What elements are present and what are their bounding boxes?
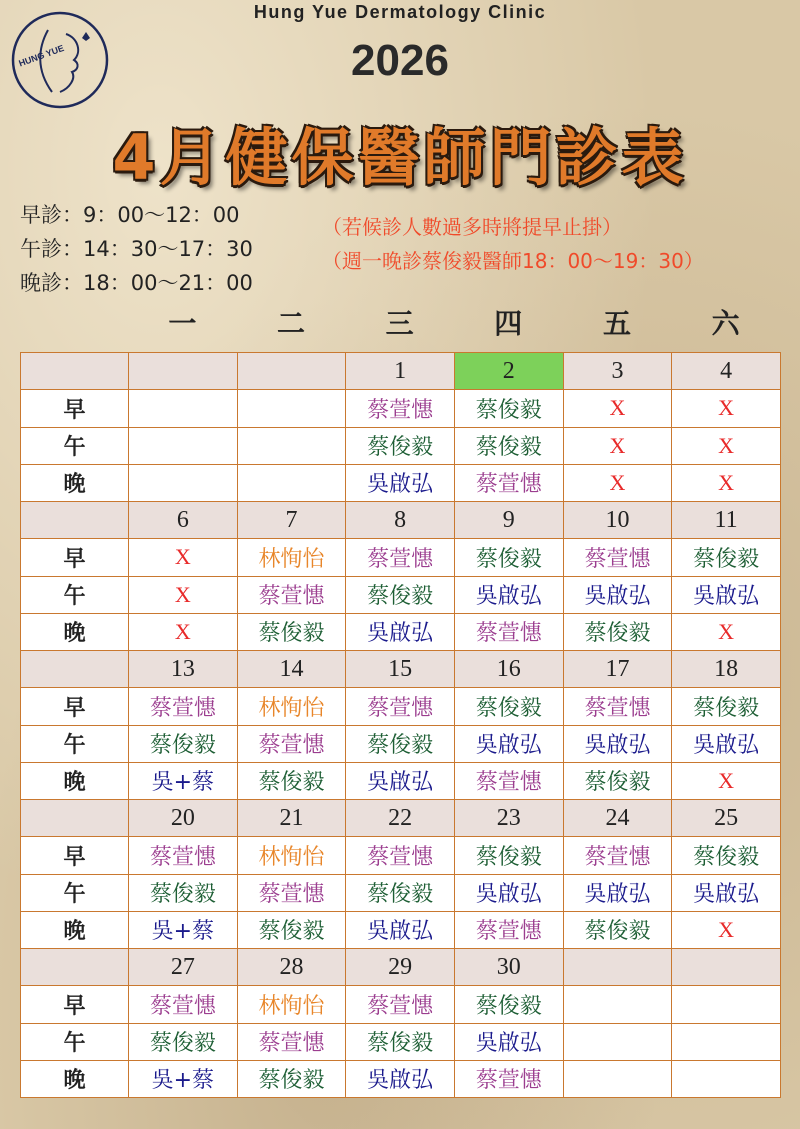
morning-session-row [21, 539, 781, 576]
session-label: 午 [21, 725, 129, 762]
clinic-name: Hung Yue Dermatology Clinic [253, 2, 547, 22]
doctor-cell: 蔡俊毅 [346, 1023, 455, 1060]
doctor-cell: 吳啟弘 [346, 1060, 455, 1097]
doctor-cell: 蔡萱憓 [237, 725, 346, 762]
doctor-cell: 蔡萱憓 [346, 390, 455, 427]
doctor-cell: 蔡俊毅 [129, 1023, 238, 1060]
date-cell: 30 [454, 949, 563, 986]
doctor-cell: 吳啟弘 [346, 464, 455, 501]
date-row [21, 502, 781, 539]
session-label: 晚 [21, 1060, 129, 1097]
date-cell: 17 [563, 651, 672, 688]
doctor-cell: 吳啟弘 [672, 576, 781, 613]
weekday-wed: 三 [385, 307, 414, 340]
date-cell: 24 [563, 800, 672, 837]
doctor-cell: 蔡萱憓 [563, 837, 672, 874]
closed-mark: X [672, 911, 781, 948]
doctor-cell: 蔡萱憓 [346, 986, 455, 1023]
date-row [21, 651, 781, 688]
doctor-cell [237, 464, 346, 501]
doctor-cell: 蔡俊毅 [129, 874, 238, 911]
date-row-corner [21, 353, 129, 390]
evening-hours: 晚診：18：00～21：00 [20, 271, 253, 295]
session-label: 早 [21, 688, 129, 725]
doctor-cell: 蔡俊毅 [346, 874, 455, 911]
afternoon-session-row [21, 1023, 781, 1060]
date-cell: 1 [346, 353, 455, 390]
doctor-cell [129, 464, 238, 501]
doctor-cell: 蔡俊毅 [454, 539, 563, 576]
doctor-cell: 林恂怡 [237, 986, 346, 1023]
doctor-cell: 林恂怡 [237, 539, 346, 576]
doctor-cell: 蔡俊毅 [672, 837, 781, 874]
doctor-cell: 吳啟弘 [563, 725, 672, 762]
doctor-cell: 蔡俊毅 [129, 725, 238, 762]
doctor-cell: 蔡萱憓 [237, 1023, 346, 1060]
date-cell: 9 [454, 502, 563, 539]
date-cell: 16 [454, 651, 563, 688]
closed-mark: X [129, 576, 238, 613]
closed-mark: X [563, 390, 672, 427]
closed-mark: X [672, 464, 781, 501]
date-cell: 25 [672, 800, 781, 837]
session-label: 晚 [21, 762, 129, 799]
closed-mark: X [672, 427, 781, 464]
morning-session-row [21, 390, 781, 427]
evening-session-row [21, 464, 781, 501]
date-cell: 29 [346, 949, 455, 986]
doctor-cell: 吳+蔡 [129, 911, 238, 948]
doctor-cell: 吳啟弘 [563, 874, 672, 911]
doctor-cell [672, 1023, 781, 1060]
closed-mark: X [129, 539, 238, 576]
doctor-cell: 蔡俊毅 [454, 427, 563, 464]
doctor-cell: 蔡俊毅 [237, 1060, 346, 1097]
morning-session-row [21, 986, 781, 1023]
doctor-cell [563, 986, 672, 1023]
morning-hours: 早診：9：00～12：00 [20, 203, 240, 227]
doctor-cell [237, 390, 346, 427]
date-cell: 4 [672, 353, 781, 390]
date-cell: 18 [672, 651, 781, 688]
session-label: 晚 [21, 911, 129, 948]
date-cell [129, 353, 238, 390]
session-label: 早 [21, 539, 129, 576]
closed-mark: X [563, 427, 672, 464]
doctor-cell: 吳啟弘 [454, 576, 563, 613]
date-cell: 22 [346, 800, 455, 837]
session-label: 晚 [21, 613, 129, 650]
doctor-cell: 蔡俊毅 [563, 911, 672, 948]
doctor-cell: 蔡萱憓 [563, 539, 672, 576]
doctor-cell: 林恂怡 [237, 837, 346, 874]
date-cell: 10 [563, 502, 672, 539]
doctor-cell: 蔡萱憓 [454, 762, 563, 799]
schedule-table [20, 352, 781, 1098]
date-row-corner [21, 651, 129, 688]
doctor-cell: 蔡萱憓 [563, 688, 672, 725]
afternoon-hours: 午診：14：30～17：30 [20, 237, 253, 261]
doctor-cell [672, 986, 781, 1023]
evening-session-row [21, 613, 781, 650]
session-label: 午 [21, 576, 129, 613]
date-cell [237, 353, 346, 390]
doctor-cell: 蔡俊毅 [454, 390, 563, 427]
doctor-cell: 蔡俊毅 [346, 725, 455, 762]
doctor-cell: 吳啟弘 [672, 874, 781, 911]
date-cell: 3 [563, 353, 672, 390]
schedule-notes [322, 210, 704, 278]
session-label: 午 [21, 874, 129, 911]
date-cell: 8 [346, 502, 455, 539]
date-cell: 7 [237, 502, 346, 539]
weekday-thu: 四 [494, 307, 523, 340]
doctor-cell: 蔡俊毅 [672, 539, 781, 576]
doctor-cell: 蔡萱憓 [237, 874, 346, 911]
year-heading: 2026 [351, 36, 449, 85]
note-early-close: （若候診人數過多時將提早止掛） [322, 215, 622, 239]
doctor-cell: 蔡俊毅 [237, 613, 346, 650]
closed-mark: X [672, 762, 781, 799]
date-cell: 21 [237, 800, 346, 837]
doctor-cell: 蔡萱憓 [346, 837, 455, 874]
doctor-cell: 吳啟弘 [346, 911, 455, 948]
weekday-sat: 六 [711, 307, 740, 340]
date-cell: 2 [454, 353, 563, 390]
closed-mark: X [563, 464, 672, 501]
session-label: 晚 [21, 464, 129, 501]
date-row [21, 353, 781, 390]
weekday-header [128, 302, 780, 342]
doctor-cell [672, 1060, 781, 1097]
weekday-tue: 二 [276, 307, 305, 340]
date-row-corner [21, 949, 129, 986]
date-cell: 27 [129, 949, 238, 986]
afternoon-session-row [21, 427, 781, 464]
doctor-cell: 蔡萱憓 [237, 576, 346, 613]
doctor-cell: 蔡萱憓 [454, 1060, 563, 1097]
doctor-cell: 蔡俊毅 [454, 837, 563, 874]
date-row [21, 949, 781, 986]
morning-session-row [21, 837, 781, 874]
morning-session-row [21, 688, 781, 725]
date-cell: 23 [454, 800, 563, 837]
doctor-cell: 蔡俊毅 [563, 762, 672, 799]
doctor-cell: 蔡俊毅 [346, 576, 455, 613]
date-cell: 15 [346, 651, 455, 688]
doctor-cell: 吳啟弘 [454, 1023, 563, 1060]
doctor-cell [129, 390, 238, 427]
doctor-cell: 蔡萱憓 [129, 986, 238, 1023]
evening-session-row [21, 1060, 781, 1097]
date-cell [672, 949, 781, 986]
doctor-cell: 吳+蔡 [129, 1060, 238, 1097]
logo-text: HUNG YUE [17, 42, 66, 69]
date-cell: 14 [237, 651, 346, 688]
date-row-corner [21, 800, 129, 837]
session-label: 早 [21, 986, 129, 1023]
date-row [21, 800, 781, 837]
doctor-cell [563, 1023, 672, 1060]
evening-session-row [21, 762, 781, 799]
doctor-cell: 蔡俊毅 [454, 986, 563, 1023]
note-monday-evening: （週一晚診蔡俊毅醫師18：00～19：30） [322, 249, 704, 273]
doctor-cell: 蔡萱憓 [454, 911, 563, 948]
date-cell: 6 [129, 502, 238, 539]
doctor-cell: 蔡俊毅 [237, 762, 346, 799]
session-label: 早 [21, 390, 129, 427]
doctor-cell: 蔡萱憓 [129, 688, 238, 725]
doctor-cell: 蔡萱憓 [454, 613, 563, 650]
doctor-cell: 吳啟弘 [454, 725, 563, 762]
date-cell: 13 [129, 651, 238, 688]
afternoon-session-row [21, 725, 781, 762]
date-cell: 11 [672, 502, 781, 539]
closed-mark: X [672, 390, 781, 427]
date-cell: 20 [129, 800, 238, 837]
doctor-cell: 蔡萱憓 [346, 539, 455, 576]
doctor-cell: 蔡萱憓 [346, 688, 455, 725]
session-label: 早 [21, 837, 129, 874]
weekday-fri: 五 [602, 307, 631, 340]
clinic-hours [20, 198, 253, 300]
session-label: 午 [21, 1023, 129, 1060]
doctor-cell: 蔡俊毅 [346, 427, 455, 464]
doctor-cell [129, 427, 238, 464]
evening-session-row [21, 911, 781, 948]
doctor-cell: 蔡俊毅 [672, 688, 781, 725]
doctor-cell: 吳啟弘 [454, 874, 563, 911]
doctor-cell: 蔡俊毅 [454, 688, 563, 725]
doctor-cell: 蔡萱憓 [129, 837, 238, 874]
doctor-cell: 蔡萱憓 [454, 464, 563, 501]
doctor-cell: 林恂怡 [237, 688, 346, 725]
page-title: 4月健保醫師門診表 [112, 121, 688, 194]
session-label: 午 [21, 427, 129, 464]
weekday-mon: 一 [168, 307, 197, 340]
closed-mark: X [672, 613, 781, 650]
closed-mark: X [129, 613, 238, 650]
afternoon-session-row [21, 576, 781, 613]
afternoon-session-row [21, 874, 781, 911]
doctor-cell [237, 427, 346, 464]
doctor-cell: 蔡俊毅 [237, 911, 346, 948]
doctor-cell: 吳啟弘 [346, 613, 455, 650]
doctor-cell: 蔡俊毅 [563, 613, 672, 650]
doctor-cell [563, 1060, 672, 1097]
doctor-cell: 吳啟弘 [346, 762, 455, 799]
doctor-cell: 吳+蔡 [129, 762, 238, 799]
doctor-cell: 吳啟弘 [672, 725, 781, 762]
date-cell: 28 [237, 949, 346, 986]
doctor-cell: 吳啟弘 [563, 576, 672, 613]
date-cell [563, 949, 672, 986]
date-row-corner [21, 502, 129, 539]
